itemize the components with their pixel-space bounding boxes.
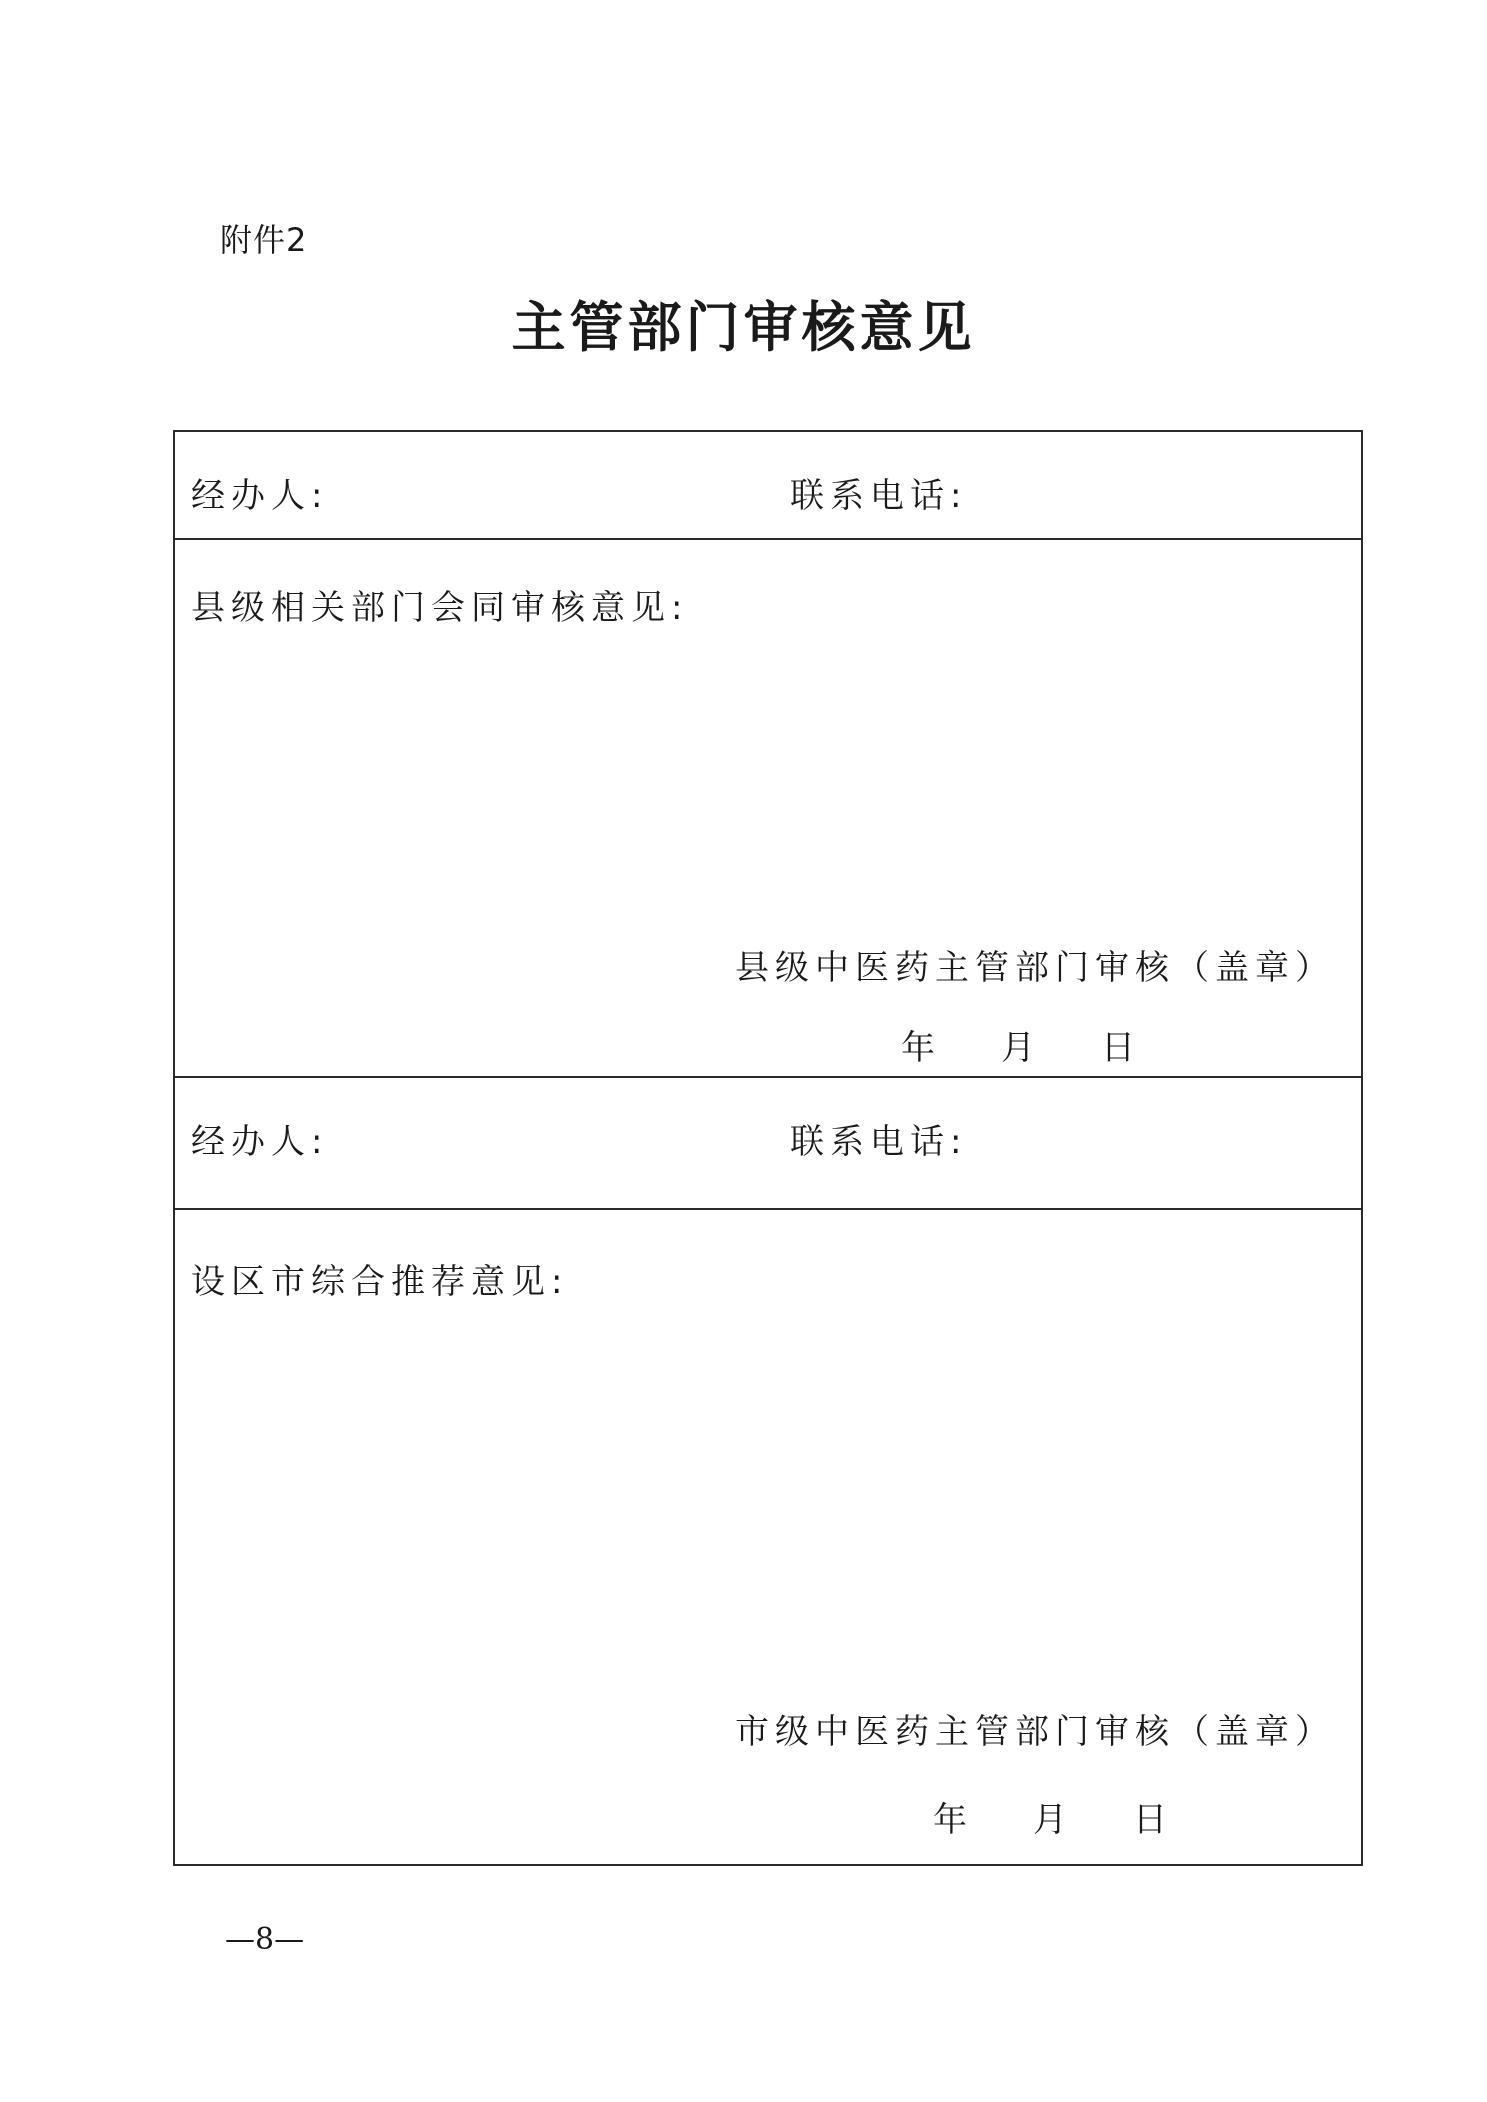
city-phone-field[interactable]: 联系电话: bbox=[790, 1122, 968, 1162]
county-handler-field[interactable]: 经办人: bbox=[191, 476, 329, 516]
county-contact-row bbox=[175, 432, 1361, 540]
county-opinion-field[interactable]: 县级相关部门会同审核意见: bbox=[191, 588, 689, 628]
county-date-day: 日 bbox=[1101, 1028, 1135, 1068]
city-date-year: 年 bbox=[933, 1800, 967, 1840]
city-opinion-field[interactable]: 设区市综合推荐意见: bbox=[191, 1262, 569, 1302]
page-number: —8— bbox=[225, 1922, 305, 1957]
page-title: 主管部门审核意见 bbox=[511, 295, 976, 359]
city-opinion-section bbox=[175, 1210, 1361, 1866]
county-stamp-label: 县级中医药主管部门审核（盖章） bbox=[735, 948, 1335, 988]
city-stamp-label: 市级中医药主管部门审核（盖章） bbox=[735, 1712, 1335, 1752]
city-handler-field[interactable]: 经办人: bbox=[191, 1122, 329, 1162]
county-date-year: 年 bbox=[901, 1028, 935, 1068]
city-date bbox=[933, 1792, 1167, 1841]
county-date bbox=[901, 1020, 1135, 1069]
city-date-day: 日 bbox=[1133, 1800, 1167, 1840]
city-date-month: 月 bbox=[1033, 1800, 1067, 1840]
county-phone-field[interactable]: 联系电话: bbox=[790, 476, 968, 516]
attachment-label: 附件2 bbox=[220, 221, 308, 259]
county-opinion-section bbox=[175, 540, 1361, 1078]
review-form bbox=[173, 430, 1363, 1866]
county-date-month: 月 bbox=[1001, 1028, 1035, 1068]
city-contact-row bbox=[175, 1078, 1361, 1210]
